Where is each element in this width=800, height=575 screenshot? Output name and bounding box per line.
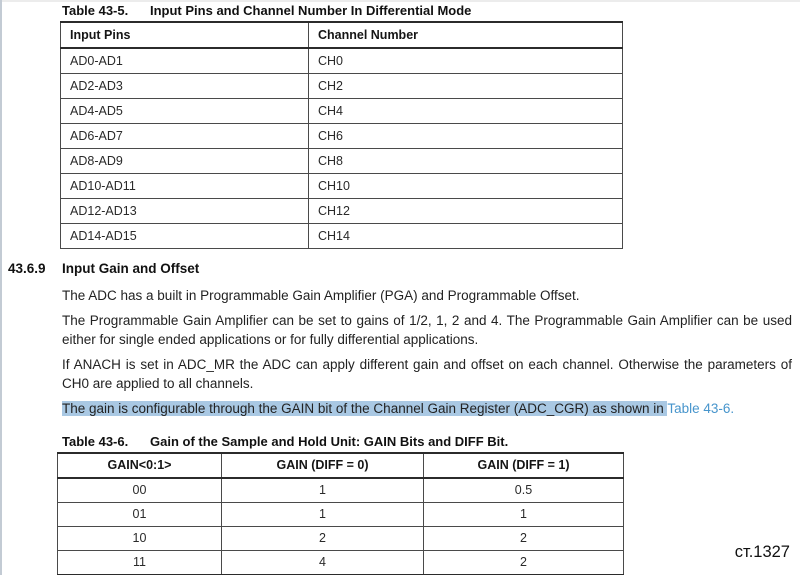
- table-row: [61, 74, 623, 99]
- table-cell: 4: [222, 551, 424, 575]
- table-cell: 00: [58, 478, 222, 503]
- section-title: Input Gain and Offset: [62, 261, 200, 276]
- table-43-6-link[interactable]: Table 43-6.: [667, 401, 735, 416]
- paragraph: The Programmable Gain Amplifier can be set to gains of 1/2, 1, 2 and 4. The Programmable Gain Amplifier can be used either for single ended applications or for fully differential applications.: [62, 313, 792, 347]
- paragraph: If ANACH is set in ADC_MR the ADC can apply different gain and offset on each channel. Otherwise the parameters of CH0 are applied to all channels.: [62, 357, 792, 391]
- table-cell: CH6: [309, 124, 623, 149]
- table-cell: 1: [424, 503, 624, 527]
- table-cell: 11: [58, 551, 222, 575]
- table-row: [61, 124, 623, 149]
- highlighted-sentence: The gain is configurable through the GAIN bit of the Channel Gain Register (ADC_CGR) as shown in: [62, 401, 668, 416]
- paragraph: The ADC has a built in Programmable Gain Amplifier (PGA) and Programmable Offset.: [62, 288, 580, 303]
- table-cell: 0.5: [424, 478, 624, 503]
- table-43-6-label: Table 43-6.: [62, 434, 129, 449]
- column-header: GAIN<0:1>: [58, 453, 222, 478]
- table-cell: 2: [424, 551, 624, 575]
- table-cell: CH14: [309, 224, 623, 249]
- table-cell: AD2-AD3: [61, 74, 309, 99]
- table-row: [58, 503, 624, 527]
- table-cell: CH2: [309, 74, 623, 99]
- table-row: [61, 48, 623, 74]
- page-number: ст.1327: [734, 543, 790, 561]
- table-cell: 2: [222, 527, 424, 551]
- table-cell: 01: [58, 503, 222, 527]
- table-cell: 1: [222, 478, 424, 503]
- table-cell: AD10-AD11: [61, 174, 309, 199]
- table-cell: AD14-AD15: [61, 224, 309, 249]
- table-cell: AD0-AD1: [61, 48, 309, 74]
- page-left-edge: [0, 0, 2, 575]
- table-cell: 1: [222, 503, 424, 527]
- table-cell: CH8: [309, 149, 623, 174]
- table-cell: CH4: [309, 99, 623, 124]
- table-43-6-caption: [62, 434, 508, 449]
- table-row: [58, 527, 624, 551]
- column-header: GAIN (DIFF = 0): [222, 453, 424, 478]
- table-43-5-caption: [62, 3, 471, 18]
- table-cell: 2: [424, 527, 624, 551]
- table-43-6-title: Gain of the Sample and Hold Unit: GAIN Bits and DIFF Bit.: [150, 434, 509, 449]
- table-header-row: [58, 453, 624, 478]
- table-cell: AD6-AD7: [61, 124, 309, 149]
- gain-table: [57, 452, 624, 575]
- table-cell: CH0: [309, 48, 623, 74]
- table-row: [61, 199, 623, 224]
- table-header-row: [61, 22, 623, 48]
- table-cell: 10: [58, 527, 222, 551]
- table-cell: CH12: [309, 199, 623, 224]
- column-header: Input Pins: [61, 22, 309, 48]
- table-43-5-title: Input Pins and Channel Number In Differential Mode: [150, 3, 472, 18]
- table-cell: AD4-AD5: [61, 99, 309, 124]
- table-row: [61, 174, 623, 199]
- table-row: [61, 149, 623, 174]
- paragraph-with-link: [62, 399, 792, 418]
- column-header: Channel Number: [309, 22, 623, 48]
- table-row: [58, 551, 624, 575]
- column-header: GAIN (DIFF = 1): [424, 453, 624, 478]
- section-number: 43.6.9: [8, 261, 46, 276]
- section-heading: [8, 261, 199, 276]
- input-pins-table: [60, 21, 623, 249]
- table-43-5-label: Table 43-5.: [62, 3, 129, 18]
- table-cell: AD12-AD13: [61, 199, 309, 224]
- table-row: [58, 478, 624, 503]
- page-top-edge: [0, 0, 800, 2]
- table-row: [61, 99, 623, 124]
- table-row: [61, 224, 623, 249]
- table-cell: AD8-AD9: [61, 149, 309, 174]
- table-cell: CH10: [309, 174, 623, 199]
